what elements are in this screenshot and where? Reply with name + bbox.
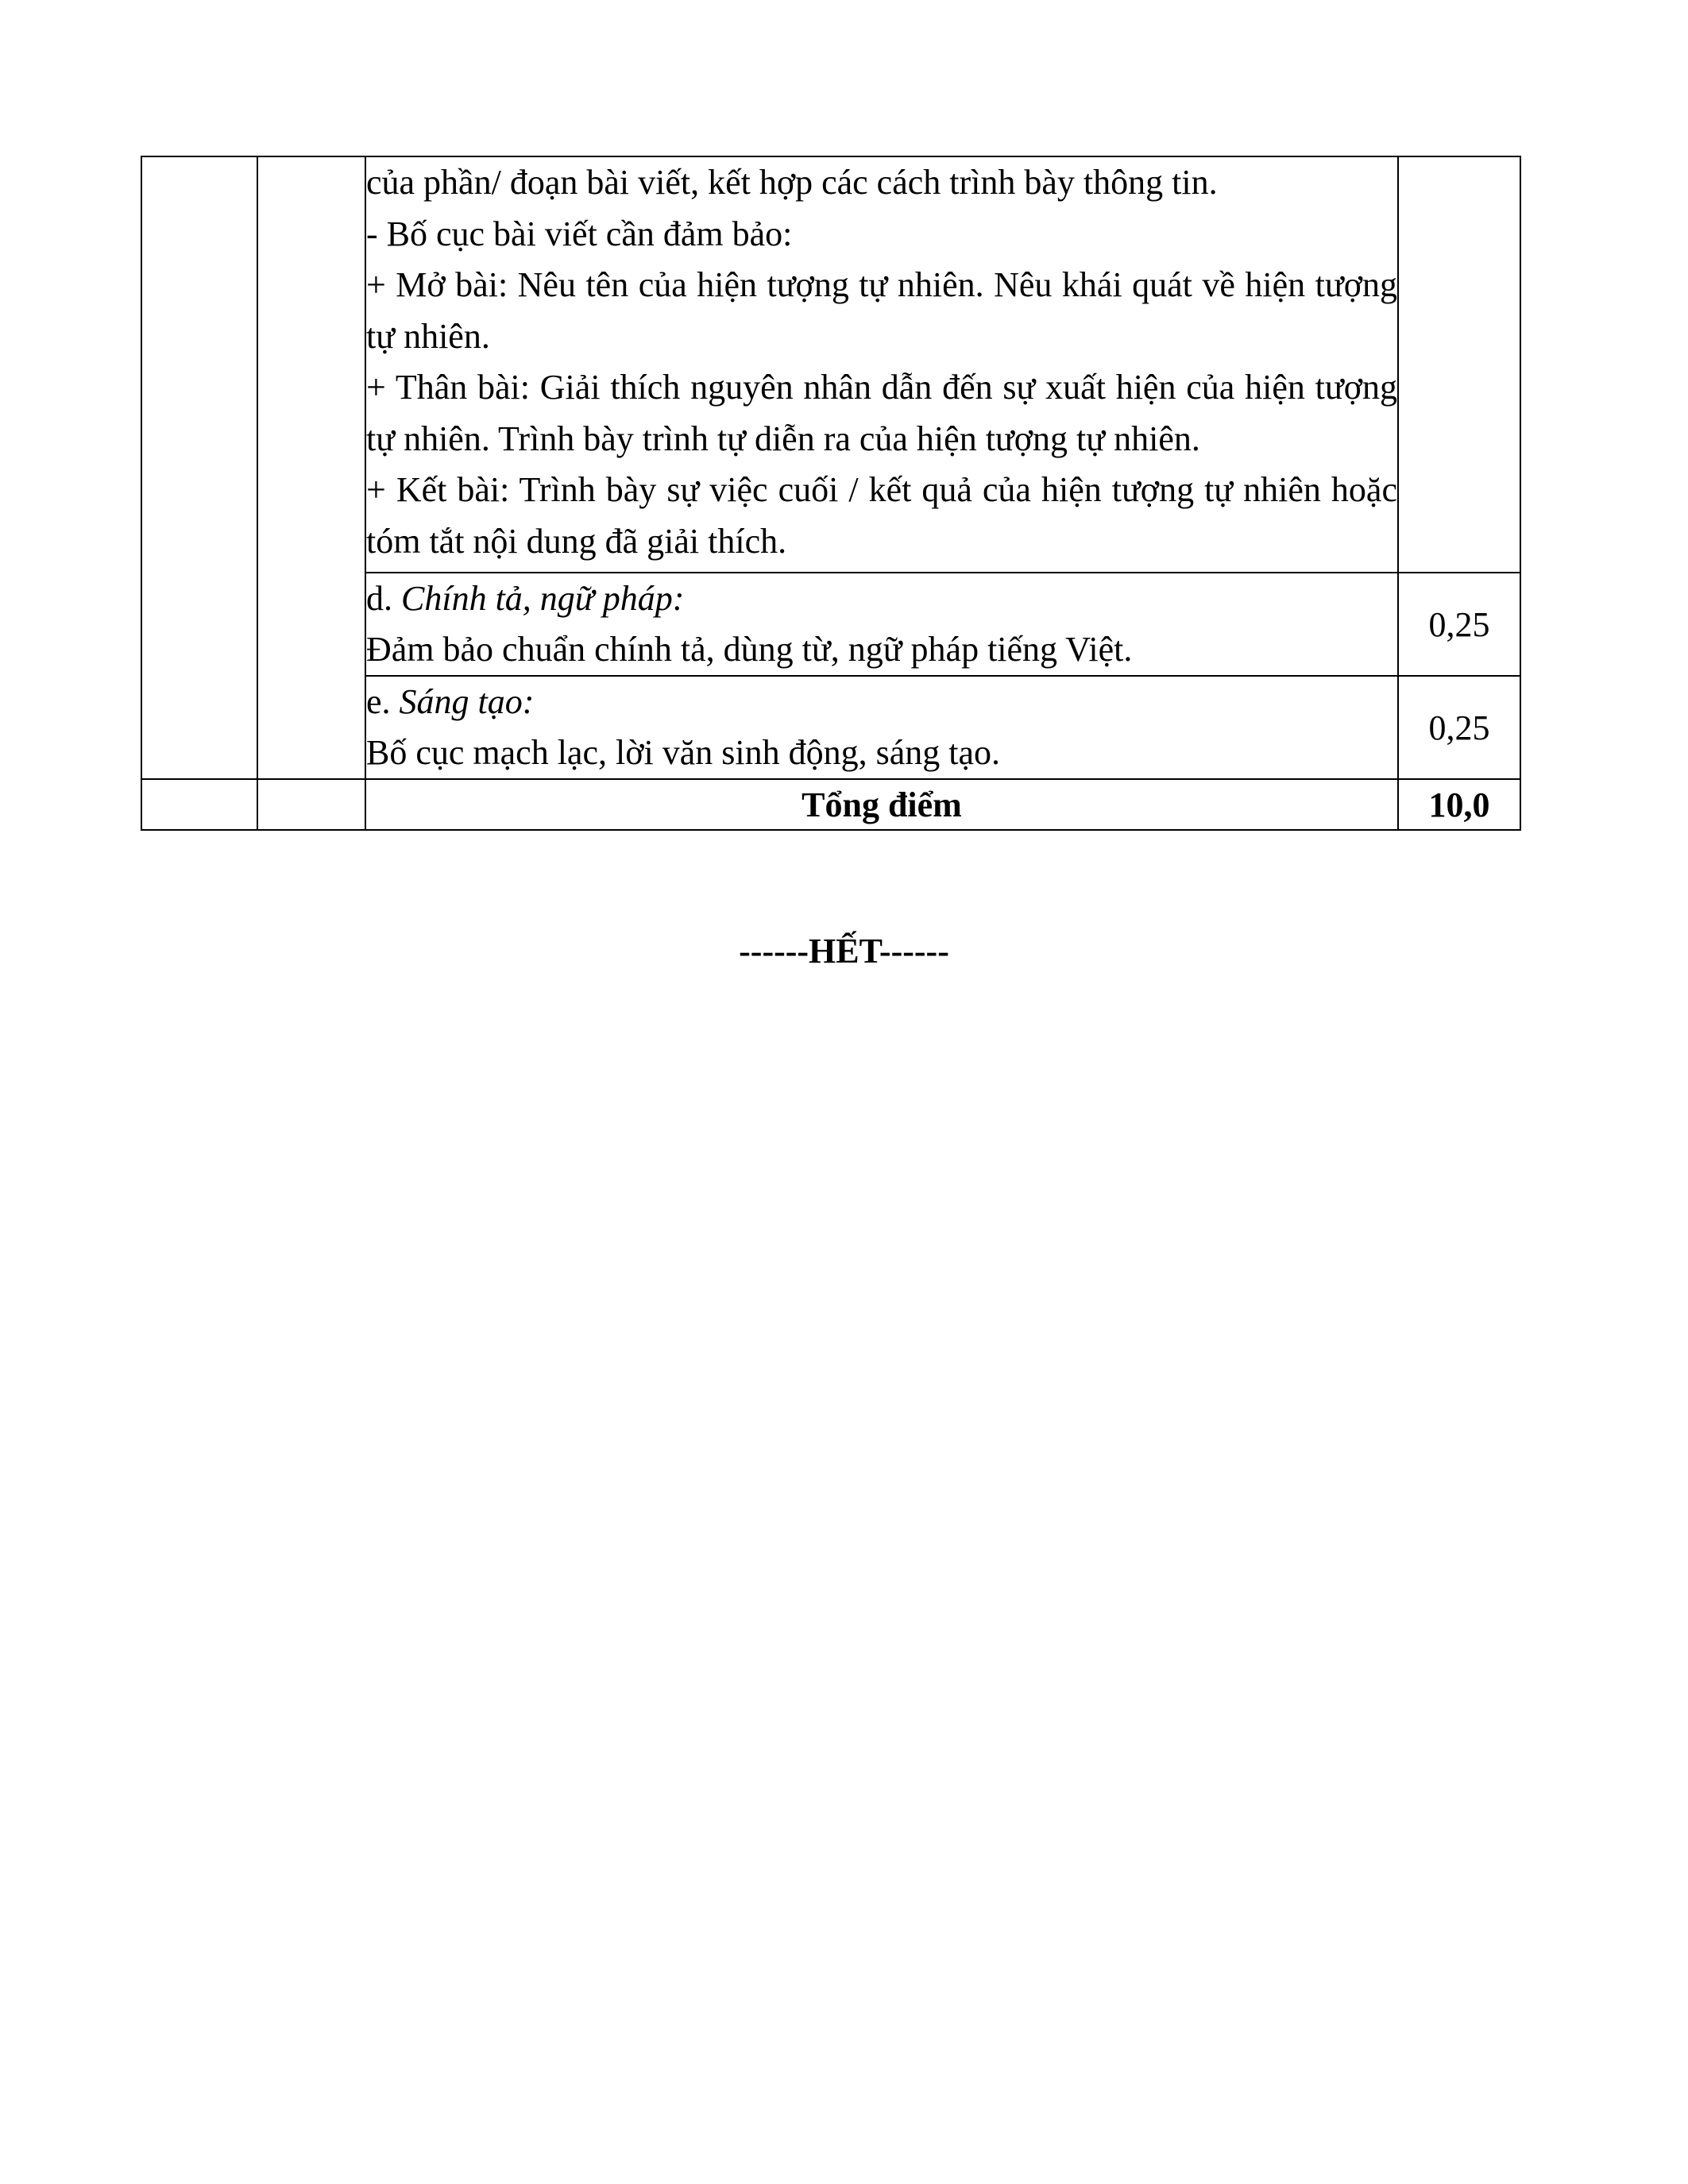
rubric-table [141, 156, 1521, 831]
total-label: Tổng điểm [365, 779, 1398, 830]
creativity-title: Sáng tạo: [399, 682, 535, 721]
structure-line: + Mở bài: Nêu tên của hiện tượng tự nhiên. Nêu khái quát về hiện tượng tự nhiên. [366, 265, 1397, 356]
creativity-text: Bố cục mạch lạc, lời văn sinh động, sáng tạo. [366, 733, 1000, 772]
creativity-prefix: e. [366, 682, 391, 721]
creativity-cell [365, 676, 1398, 779]
empty-cell [257, 156, 365, 779]
table-row [141, 156, 1520, 573]
creativity-score: 0,25 [1398, 676, 1520, 779]
rubric-sheet [141, 156, 1520, 831]
total-row [141, 779, 1520, 830]
spelling-cell [365, 573, 1398, 676]
structure-line: - Bố cục bài viết cần đảm bảo: [366, 214, 793, 253]
empty-cell [141, 779, 257, 830]
spelling-title: Chính tả, ngữ pháp: [401, 579, 685, 618]
empty-cell [257, 779, 365, 830]
spelling-text: Đảm bảo chuẩn chính tả, dùng từ, ngữ pháp tiếng Việt. [366, 630, 1133, 669]
structure-line: của phần/ đoạn bài viết, kết hợp các cách trình bày thông tin. [366, 163, 1218, 202]
spelling-prefix: d. [366, 579, 392, 618]
structure-line: + Kết bài: Trình bày sự việc cuối / kết quả của hiện tượng tự nhiên hoặc tóm tắt nội dung đã giải thích. [366, 470, 1397, 561]
empty-score-cell [1398, 156, 1520, 573]
spelling-heading [366, 573, 1397, 624]
creativity-heading [366, 677, 1397, 727]
empty-cell [141, 156, 257, 779]
total-score: 10,0 [1398, 779, 1520, 830]
end-marker: ------HẾT------ [739, 932, 949, 970]
structure-line: + Thân bài: Giải thích nguyên nhân dẫn đến sự xuất hiện của hiện tượng tự nhiên. Trình bày trình tự diễn ra của hiện tượng tự nhiên. [366, 368, 1397, 458]
structure-cell [365, 156, 1398, 573]
spelling-score: 0,25 [1398, 573, 1520, 676]
